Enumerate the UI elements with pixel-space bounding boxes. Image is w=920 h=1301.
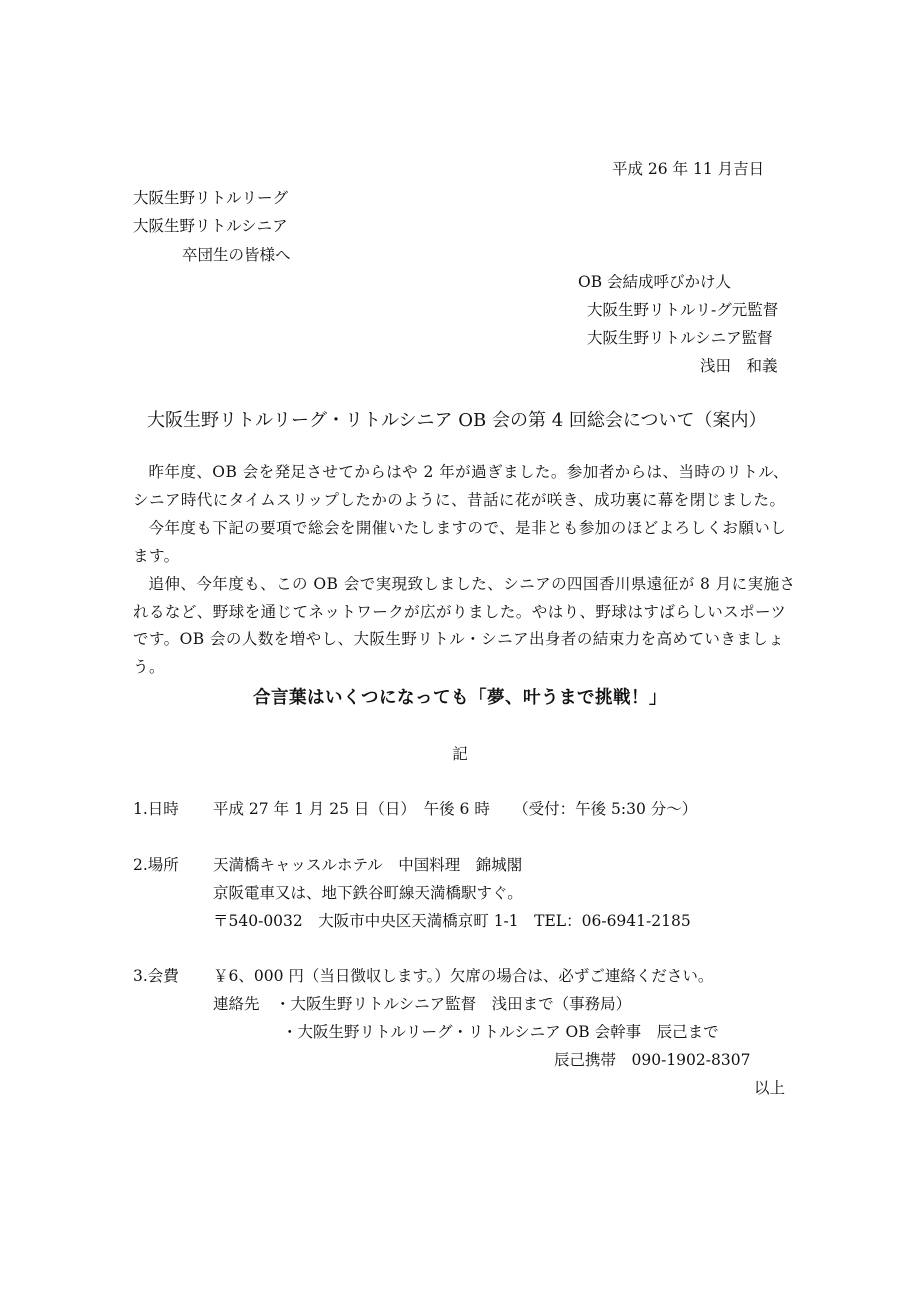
body-paragraph-3: 追伸、今年度も、この OB 会で実現致しました、シニアの四国香川県遠征が 8 月に実施されるなど、野球を通じてネットワークが広がりました。やはり、野球はすばらしいスポーツです。OB 会の人数を増やし、大阪生野リトル・シニア出身者の結束力を高めていきましょう。 xyxy=(133,575,796,676)
recipient-line-2: 大阪生野リトルシニア xyxy=(133,217,288,235)
slogan: 合言葉はいくつになっても「夢、叶うまで挑戦！」 xyxy=(253,688,667,708)
contact-line-2: ・大阪生野リトルリーグ・リトルシニア OB 会幹事 辰己まで xyxy=(282,1023,719,1041)
date: 平成 26 年 11 月吉日 xyxy=(612,160,765,178)
datetime-label: 1.日時 xyxy=(133,800,179,818)
body-paragraph-2: 今年度も下記の要項で総会を開催いたしますので、是非とも参加のほどよろしくお願いします。 xyxy=(133,519,787,565)
fee-label: 3.会費 xyxy=(133,967,179,985)
place-line-3: 〒540-0032 大阪市中央区天満橋京町 1-1 TEL：06-6941-2185 xyxy=(213,912,691,930)
contact-line-1: 連絡先 ・大阪生野リトルシニア監督 浅田まで（事務局） xyxy=(213,995,632,1013)
sender-name: 浅田 和義 xyxy=(700,357,778,375)
recipient-line-1: 大阪生野リトルリーグ xyxy=(133,189,289,207)
fee-value: ￥6、000 円（当日徴収します。）欠席の場合は、必ずご連絡ください。 xyxy=(213,967,714,985)
contact-line-3: 辰己携帯 090-1902-8307 xyxy=(554,1051,751,1069)
recipient-line-3: 卒団生の皆様へ xyxy=(182,246,291,264)
sender-line-3: 大阪生野リトルシニア監督 xyxy=(587,329,773,347)
closing: 以上 xyxy=(754,1079,786,1097)
place-line-1: 天満橋キャッスルホテル 中国料理 錦城閣 xyxy=(213,856,523,874)
sender-line-1: OB 会結成呼びかけ人 xyxy=(578,273,732,291)
document-title: 大阪生野リトルリーグ・リトルシニア OB 会の第 4 回総会について（案内） xyxy=(147,410,767,431)
datetime-value: 平成 27 年 1 月 25 日（日） 午後 6 時 （受付：午後 5:30 分～） xyxy=(213,800,698,818)
ki-heading: 記 xyxy=(452,745,468,763)
place-label: 2.場所 xyxy=(133,856,179,874)
sender-line-2: 大阪生野リトルリ-グ元監督 xyxy=(587,301,779,319)
place-line-2: 京阪電車又は、地下鉄谷町線天満橋駅すぐ。 xyxy=(213,884,523,902)
body-paragraph-1: 昨年度、OB 会を発足させてからはや 2 年が過ぎました。参加者からは、当時のリトル、シニア時代にタイムスリップしたかのように、昔話に花が咲き、成功裏に幕を閉じました。 xyxy=(133,463,789,509)
